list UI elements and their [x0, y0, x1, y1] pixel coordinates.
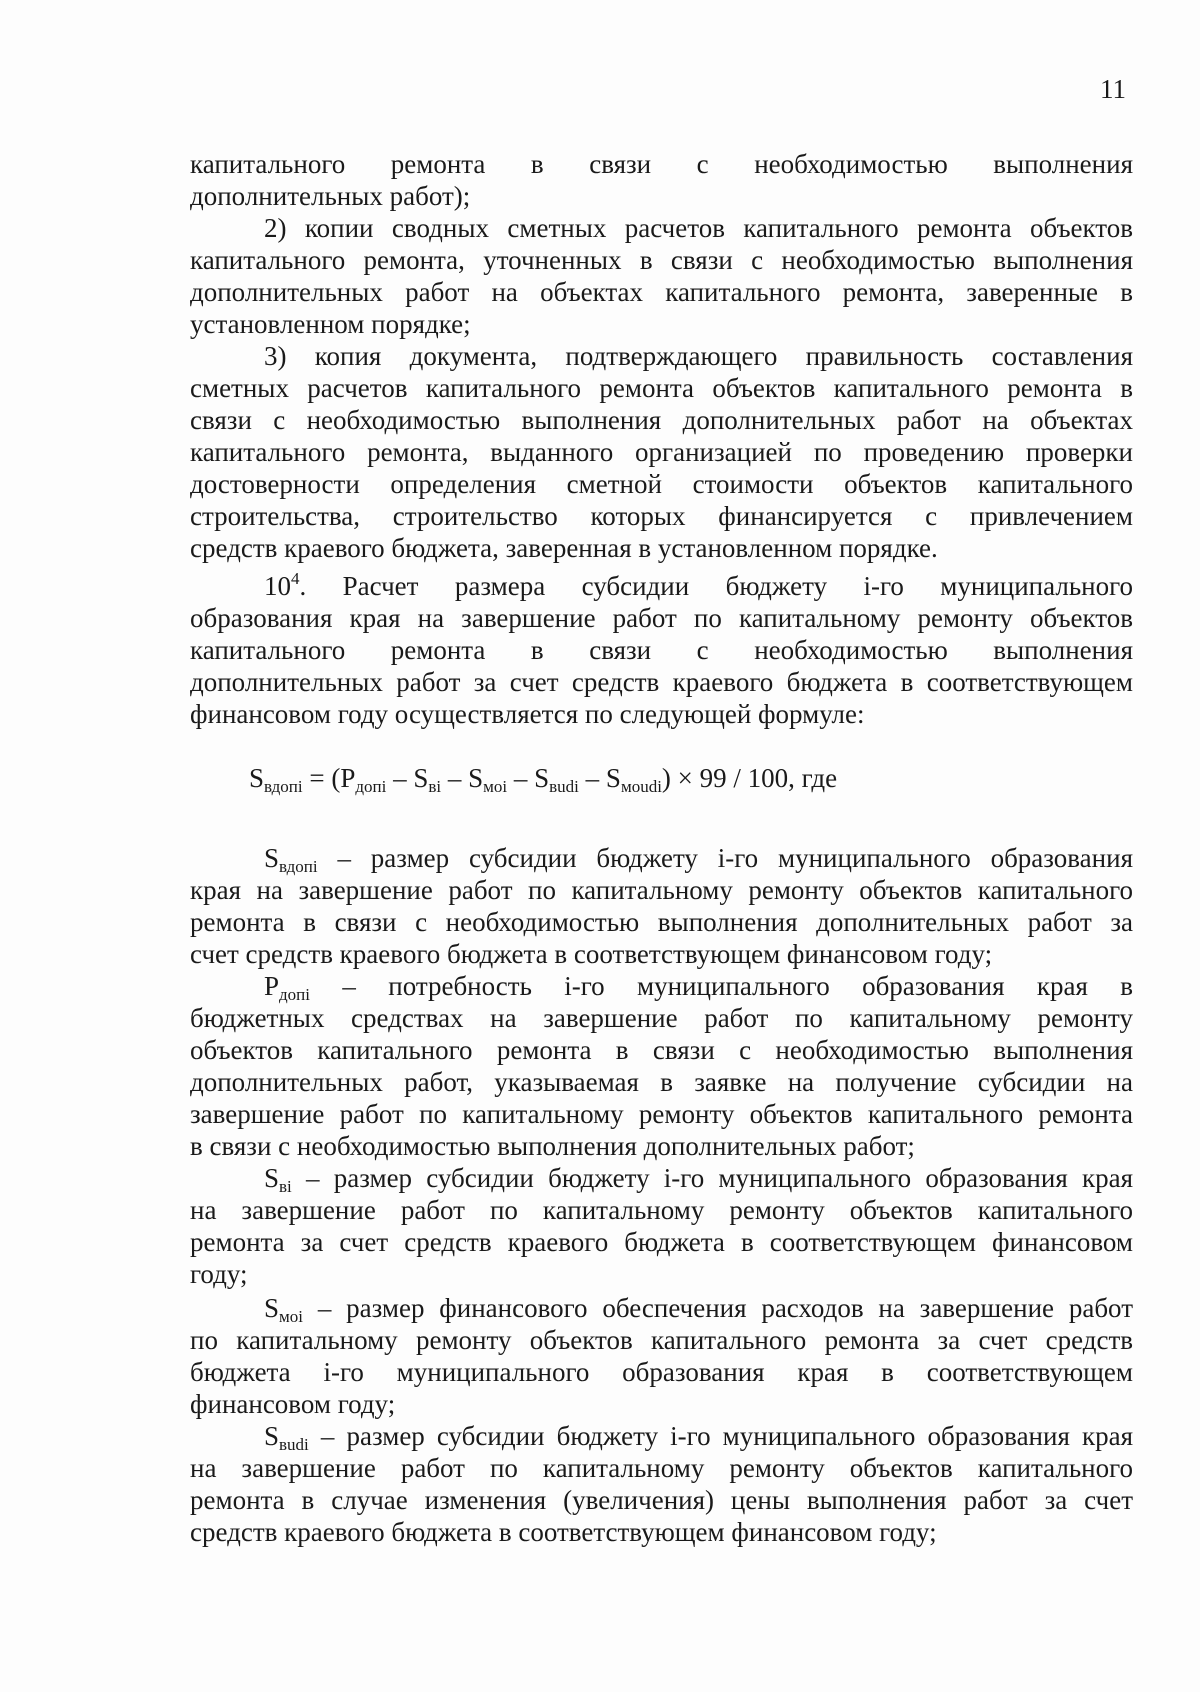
- formula-subscript: вudі: [549, 777, 579, 796]
- text-line: средств краевого бюджета в соответствующем финансовом году;: [190, 1517, 937, 1547]
- paragraph-number-superscript: 4: [291, 569, 300, 588]
- text-line: сметных расчетов капитального ремонта объектов капитального ремонта в: [190, 373, 1133, 403]
- subsidy-formula: [249, 762, 837, 794]
- text-line: капитального ремонта в связи с необходимостью выполнения: [190, 635, 1133, 665]
- formula-symbol: S: [249, 763, 265, 793]
- formula-subscript: моі: [483, 777, 508, 796]
- text-line: дополнительных работ за счет средств краевого бюджета в соответствующем: [190, 667, 1133, 697]
- term-subscript: допі: [279, 985, 311, 1004]
- definition-text: – размер финансового обеспечения расходов на завершение работ: [303, 1293, 1133, 1323]
- text-line: ремонта за счет средств краевого бюджета в соответствующем финансовом: [190, 1227, 1133, 1257]
- page-number: 11: [1100, 74, 1126, 104]
- term-symbol: S: [264, 843, 280, 873]
- text-line: строительства, строительство которых финансируется с привлечением: [190, 501, 1133, 531]
- formula-text: – S: [441, 763, 484, 793]
- text-line: образования края на завершение работ по капитальному ремонту объектов: [190, 603, 1133, 633]
- definition-line: [264, 970, 1133, 1002]
- text-line: 3) копия документа, подтверждающего правильность составления: [264, 341, 1133, 371]
- formula-text: = (Р: [302, 763, 356, 793]
- text-line: счет средств краевого бюджета в соответствующем финансовом году;: [190, 939, 993, 969]
- term-symbol: Р: [264, 971, 280, 1001]
- formula-text: – S: [578, 763, 621, 793]
- definition-line: [264, 1420, 1133, 1452]
- text-line: дополнительных работ);: [190, 181, 471, 211]
- definition-line: [264, 842, 1133, 874]
- text-line: достоверности определения сметной стоимости объектов капитального: [190, 469, 1133, 499]
- text-line: по капитальному ремонту объектов капитального ремонта за счет средств: [190, 1325, 1133, 1355]
- term-subscript: моі: [279, 1307, 304, 1326]
- text-line: капитального ремонта, выданного организацией по проведению проверки: [190, 437, 1133, 467]
- text-line: в связи с необходимостью выполнения дополнительных работ;: [190, 1131, 915, 1161]
- text-line: завершение работ по капитальному ремонту объектов капитального ремонта: [190, 1099, 1133, 1129]
- text-line: бюджетных средствах на завершение работ по капитальному ремонту: [190, 1003, 1133, 1033]
- text-line: края на завершение работ по капитальному ремонту объектов капитального: [190, 875, 1133, 905]
- definition-text: – размер субсидии бюджету і-го муниципального образования края: [291, 1163, 1133, 1193]
- text-line: дополнительных работ на объектах капитального ремонта, заверенные в: [190, 277, 1133, 307]
- formula-subscript: ві: [428, 777, 442, 796]
- formula-subscript: вдопі: [264, 777, 303, 796]
- text-line: средств краевого бюджета, заверенная в установленном порядке.: [190, 533, 938, 563]
- text-line: ремонта в случае изменения (увеличения) цены выполнения работ за счет: [190, 1485, 1133, 1515]
- term-symbol: S: [264, 1163, 280, 1193]
- paragraph-text: . Расчет размера субсидии бюджету і-го муниципального: [299, 571, 1133, 601]
- definition-text: – потребность і-го муниципального образования края в: [310, 971, 1133, 1001]
- term-symbol: S: [264, 1293, 280, 1323]
- text-line: дополнительных работ, указываемая в заявке на получение субсидии на: [190, 1067, 1133, 1097]
- text-line: на завершение работ по капитальному ремонту объектов капитального: [190, 1195, 1133, 1225]
- term-subscript: вдопі: [279, 857, 318, 876]
- text-line: году;: [190, 1259, 248, 1289]
- definition-text: – размер субсидии бюджету і-го муниципального образования: [317, 843, 1133, 873]
- formula-text: – S: [507, 763, 550, 793]
- text-line: бюджета і-го муниципального образования края в соответствующем: [190, 1357, 1133, 1387]
- text-line: финансовом году осуществляется по следующей формуле:: [190, 699, 865, 729]
- definition-line: [264, 1292, 1133, 1324]
- text-line: связи с необходимостью выполнения дополнительных работ на объектах: [190, 405, 1133, 435]
- paragraph-10-4-line: [264, 570, 1133, 602]
- definition-line: [264, 1162, 1133, 1194]
- text-line: установленном порядке;: [190, 309, 471, 339]
- text-line: объектов капитального ремонта в связи с необходимостью выполнения: [190, 1035, 1133, 1065]
- definition-text: – размер субсидии бюджету і-го муниципального образования края: [308, 1421, 1133, 1451]
- formula-subscript: моudі: [620, 777, 662, 796]
- text-line: финансовом году;: [190, 1389, 396, 1419]
- text-line: 2) копии сводных сметных расчетов капитального ремонта объектов: [264, 213, 1133, 243]
- text-line: на завершение работ по капитальному ремонту объектов капитального: [190, 1453, 1133, 1483]
- formula-subscript: допі: [355, 777, 387, 796]
- term-subscript: ві: [279, 1177, 292, 1196]
- term-subscript: вudі: [279, 1435, 309, 1454]
- term-symbol: S: [264, 1421, 280, 1451]
- text-line: ремонта в связи с необходимостью выполнения дополнительных работ за: [190, 907, 1133, 937]
- text-line: капитального ремонта в связи с необходимостью выполнения: [190, 149, 1133, 179]
- paragraph-number: 10: [264, 571, 291, 601]
- formula-text: ) × 99 / 100, где: [661, 763, 838, 793]
- formula-text: – S: [386, 763, 429, 793]
- text-line: капитального ремонта, уточненных в связи с необходимостью выполнения: [190, 245, 1133, 275]
